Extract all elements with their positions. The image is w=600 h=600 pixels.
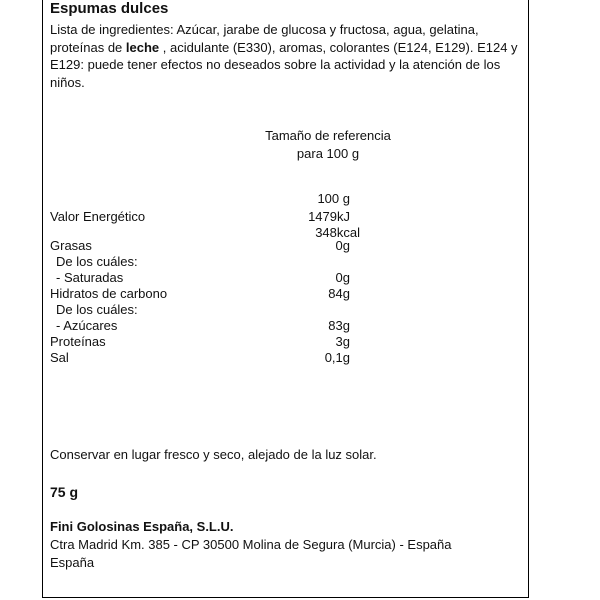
nutrition-row-label: De los cuáles: [56,302,138,317]
nutrition-row-value: 0g [335,238,350,253]
ingredients-list [50,21,528,91]
manufacturer-name: Fini Golosinas España, S.L.U. [50,519,234,534]
energy-kj: 1479kJ [308,209,350,224]
net-weight: 75 g [50,484,79,500]
nutrition-row-label: - Saturadas [56,270,124,285]
nutrition-row-label: - Azúcares [56,318,118,333]
ingredients-text-2: , acidulante (E330), aromas, colorantes (E124, E129). E124 y E129: puede tener efectos no deseados sobre la actividad y la atención de los niños. [50,39,518,90]
nutrition-row-label: Proteínas [50,334,106,349]
nutrition-row-value: 0,1g [324,350,350,365]
energy-label: Valor Energético [50,209,146,224]
column-header-100g: 100 g [317,191,350,206]
nutrition-row-value: 83g [328,318,350,333]
nutrition-row-value: 0g [335,270,350,285]
manufacturer-address: Ctra Madrid Km. 385 - CP 30500 Molina de Segura (Murcia) - España [50,537,452,552]
reference-line-2: para 100 g [296,146,360,161]
nutrition-row-label: Sal [50,350,69,365]
nutrition-row-label: Hidratos de carbono [50,286,168,301]
energy-kcal: 348kcal [315,225,360,240]
nutrition-row-value: 3g [335,334,350,349]
product-title: Espumas dulces [50,0,169,17]
reference-line-1: Tamaño de referencia [265,128,391,143]
nutrition-row-label: De los cuáles: [56,254,138,269]
storage-instructions: Conservar en lugar fresco y seco, alejado de la luz solar. [50,447,377,462]
nutrition-row-value: 84g [328,286,350,301]
ingredients-text-1: Lista de ingredientes: Azúcar, jarabe de glucosa y fructosa, agua, gelatina, proteínas de [50,22,479,55]
nutrition-row-label: Grasas [50,238,92,253]
allergen-leche: leche [125,39,160,55]
manufacturer-country: España [50,555,95,570]
